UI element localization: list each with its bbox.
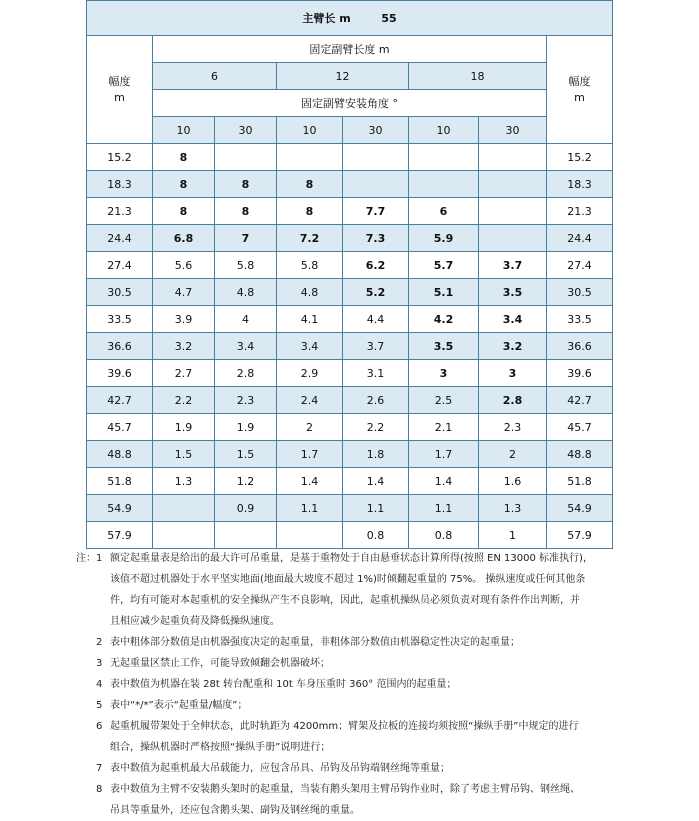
capacity-cell: 1.3 [479,495,547,522]
capacity-cell [277,522,343,549]
capacity-cell: 5.8 [215,252,277,279]
radius-cell: 21.3 [87,198,153,225]
note-line [76,758,636,779]
capacity-cell: 2.9 [277,360,343,387]
table-row [87,522,613,549]
capacity-cell: 3.2 [479,333,547,360]
radius-cell: 15.2 [547,144,613,171]
capacity-cell: 3.7 [479,252,547,279]
radius-unit: m [114,90,125,104]
note-line [76,590,636,611]
capacity-cell: 2 [479,441,547,468]
capacity-cell: 4 [215,306,277,333]
capacity-cell: 4.7 [153,279,215,306]
radius-label: 幅度 [568,74,591,88]
jib-length-6: 6 [153,63,277,90]
capacity-cell: 4.1 [277,306,343,333]
load-chart-table [86,0,613,549]
jib-angle-header: 固定副臂安装角度 ° [153,90,547,117]
capacity-cell [153,522,215,549]
capacity-cell [343,144,409,171]
jib-length-header: 固定副臂长度 m [153,36,547,63]
note-line [76,779,636,800]
capacity-cell: 1.4 [343,468,409,495]
capacity-cell: 1.2 [215,468,277,495]
table-row [87,468,613,495]
radius-cell: 39.6 [547,360,613,387]
table-row [87,225,613,252]
note-text: 额定起重量表是给出的最大许可吊重量，是基于重物处于自由悬垂状态计算所得(按照 EN 13000 标准执行)， [110,553,593,564]
load-rows [87,144,613,549]
capacity-cell: 8 [153,198,215,225]
radius-cell: 33.5 [547,306,613,333]
capacity-cell: 2.8 [215,360,277,387]
capacity-cell: 2 [277,414,343,441]
capacity-cell: 7 [215,225,277,252]
capacity-cell: 2.2 [343,414,409,441]
radius-cell: 51.8 [87,468,153,495]
angle-cell: 30 [343,117,409,144]
table-row [87,171,613,198]
radius-cell: 36.6 [87,333,153,360]
capacity-cell: 5.9 [409,225,479,252]
radius-cell: 57.9 [547,522,613,549]
capacity-cell: 0.8 [409,522,479,549]
radius-cell: 45.7 [547,414,613,441]
note-text: 表中数值为机器在装 28t 转台配重和 10t 车身压重时 360° 范围内的起重量； [110,679,457,690]
radius-cell: 42.7 [547,387,613,414]
capacity-cell: 1.5 [215,441,277,468]
capacity-cell [409,171,479,198]
radius-cell: 24.4 [547,225,613,252]
capacity-cell: 1.3 [153,468,215,495]
table-row [87,279,613,306]
angle-cell: 30 [479,117,547,144]
note-number: 2 [96,637,103,648]
note-number: 3 [96,658,103,669]
capacity-cell: 1.4 [277,468,343,495]
capacity-cell [343,171,409,198]
note-text: 起重机履带架处于全伸状态，此时轨距为 4200mm；臂架及拉板的连接均须按照“操纵手册”中规定的进行 [110,721,579,732]
capacity-cell: 3.2 [153,333,215,360]
jib-length-18: 18 [409,63,547,90]
note-line [76,674,636,695]
radius-cell: 24.4 [87,225,153,252]
table-row [87,252,613,279]
capacity-cell: 8 [153,171,215,198]
radius-unit: m [574,90,585,104]
radius-cell: 57.9 [87,522,153,549]
capacity-cell: 1.1 [277,495,343,522]
capacity-cell [409,144,479,171]
notes-section [76,548,636,821]
capacity-cell: 2.1 [409,414,479,441]
note-text: 表中“*/*”表示“起重量/幅度”； [110,700,248,711]
capacity-cell: 1.8 [343,441,409,468]
capacity-cell: 8 [277,171,343,198]
radius-cell: 48.8 [547,441,613,468]
capacity-cell: 8 [277,198,343,225]
capacity-cell: 1.4 [409,468,479,495]
table-row [87,144,613,171]
capacity-cell: 3.4 [215,333,277,360]
capacity-cell: 1.9 [215,414,277,441]
note-number: 7 [96,763,103,774]
radius-cell: 33.5 [87,306,153,333]
capacity-cell: 1.5 [153,441,215,468]
note-line [76,569,636,590]
note-line [76,737,636,758]
capacity-cell: 1.1 [343,495,409,522]
radius-cell: 27.4 [547,252,613,279]
capacity-cell: 2.7 [153,360,215,387]
radius-header-left [87,36,153,144]
angle-cell: 30 [215,117,277,144]
capacity-cell: 5.8 [277,252,343,279]
capacity-cell: 4.8 [215,279,277,306]
note-text: 吊具等重量外，还应包含鹅头架、副钩及钢丝绳的重量。 [110,805,360,816]
radius-cell: 30.5 [547,279,613,306]
radius-header-right [547,36,613,144]
note-text: 该值不超过机器处于水平坚实地面(地面最大坡度不超过 1%)时倾翻起重量的 75%。 操纵速度或任何其他条 [110,574,586,585]
note-text: 且相应减少起重负荷及降低操纵速度。 [110,616,280,627]
radius-cell: 54.9 [87,495,153,522]
radius-cell: 18.3 [547,171,613,198]
capacity-cell: 0.9 [215,495,277,522]
angle-cell: 10 [153,117,215,144]
radius-cell: 18.3 [87,171,153,198]
capacity-cell: 1.6 [479,468,547,495]
table-row [87,414,613,441]
note-text: 无起重量区禁止工作，可能导致倾翻会机器破坏； [110,658,330,669]
capacity-cell: 1.7 [409,441,479,468]
capacity-cell: 3.7 [343,333,409,360]
capacity-cell: 2.4 [277,387,343,414]
radius-cell: 54.9 [547,495,613,522]
capacity-cell: 4.4 [343,306,409,333]
capacity-cell: 3.4 [277,333,343,360]
radius-cell: 27.4 [87,252,153,279]
table-row [87,333,613,360]
note-number: 1 [96,553,103,564]
note-text: 组合，操纵机器时严格按照“操纵手册”说明进行； [110,742,331,753]
radius-cell: 21.3 [547,198,613,225]
radius-cell: 48.8 [87,441,153,468]
table-row [87,198,613,225]
capacity-cell: 1.1 [409,495,479,522]
capacity-cell: 6.8 [153,225,215,252]
capacity-cell: 8 [215,198,277,225]
capacity-cell: 2.3 [215,387,277,414]
radius-cell: 36.6 [547,333,613,360]
table-row [87,387,613,414]
capacity-cell: 8 [153,144,215,171]
capacity-cell: 2.3 [479,414,547,441]
note-number: 4 [96,679,103,690]
radius-label: 幅度 [108,74,131,88]
radius-cell: 39.6 [87,360,153,387]
capacity-cell [277,144,343,171]
capacity-cell: 2.2 [153,387,215,414]
capacity-cell: 7.7 [343,198,409,225]
capacity-cell: 1.7 [277,441,343,468]
table-row [87,360,613,387]
note-number: 5 [96,700,103,711]
note-line [76,611,636,632]
note-text: 件，均有可能对本起重机的安全操纵产生不良影响，因此，起重机操纵员必须负责对现有条件作出判断，并 [110,595,580,606]
capacity-cell: 3.5 [409,333,479,360]
capacity-cell: 3.1 [343,360,409,387]
jib-length-12: 12 [277,63,409,90]
capacity-cell: 3 [409,360,479,387]
note-line [76,632,636,653]
main-boom-length-value: 55 [381,12,397,25]
capacity-cell: 3.4 [479,306,547,333]
capacity-cell [479,198,547,225]
load-chart-table-container [86,0,612,549]
note-text: 表中数值为起重机最大吊载能力，应包含吊具、吊钩及吊钩端钢丝绳等重量； [110,763,450,774]
radius-cell: 15.2 [87,144,153,171]
capacity-cell: 7.3 [343,225,409,252]
capacity-cell [479,225,547,252]
capacity-cell: 6 [409,198,479,225]
angle-cell: 10 [277,117,343,144]
capacity-cell: 5.1 [409,279,479,306]
table-row [87,495,613,522]
note-text: 表中粗体部分数值是由机器强度决定的起重量，非粗体部分数值由机器稳定性决定的起重量； [110,637,520,648]
note-line [76,695,636,716]
capacity-cell [479,171,547,198]
capacity-cell: 5.7 [409,252,479,279]
note-line [76,548,636,569]
capacity-cell: 1.9 [153,414,215,441]
capacity-cell: 2.5 [409,387,479,414]
capacity-cell: 3.5 [479,279,547,306]
note-number: 8 [96,784,103,795]
capacity-cell [215,144,277,171]
capacity-cell [153,495,215,522]
capacity-cell: 3 [479,360,547,387]
capacity-cell: 8 [215,171,277,198]
capacity-cell [479,144,547,171]
main-boom-length-label: 主臂长 m [302,12,351,25]
capacity-cell: 4.8 [277,279,343,306]
notes-lead: 注： [76,553,96,564]
capacity-cell: 5.6 [153,252,215,279]
capacity-cell [215,522,277,549]
main-boom-length-header [87,1,613,36]
capacity-cell: 5.2 [343,279,409,306]
capacity-cell: 6.2 [343,252,409,279]
note-text: 表中数值为主臂不安装鹅头架时的起重量，当装有鹅头架用主臂吊钩作业时，除了考虑主臂吊钩、钢丝绳、 [110,784,580,795]
capacity-cell: 7.2 [277,225,343,252]
table-row [87,306,613,333]
capacity-cell: 1 [479,522,547,549]
note-line [76,653,636,674]
capacity-cell: 3.9 [153,306,215,333]
capacity-cell: 0.8 [343,522,409,549]
angle-cell: 10 [409,117,479,144]
note-line [76,716,636,737]
radius-cell: 51.8 [547,468,613,495]
table-row [87,441,613,468]
radius-cell: 42.7 [87,387,153,414]
capacity-cell: 2.6 [343,387,409,414]
radius-cell: 30.5 [87,279,153,306]
note-line [76,800,636,821]
capacity-cell: 2.8 [479,387,547,414]
radius-cell: 45.7 [87,414,153,441]
capacity-cell: 4.2 [409,306,479,333]
notes-list [76,548,636,821]
note-number: 6 [96,721,103,732]
